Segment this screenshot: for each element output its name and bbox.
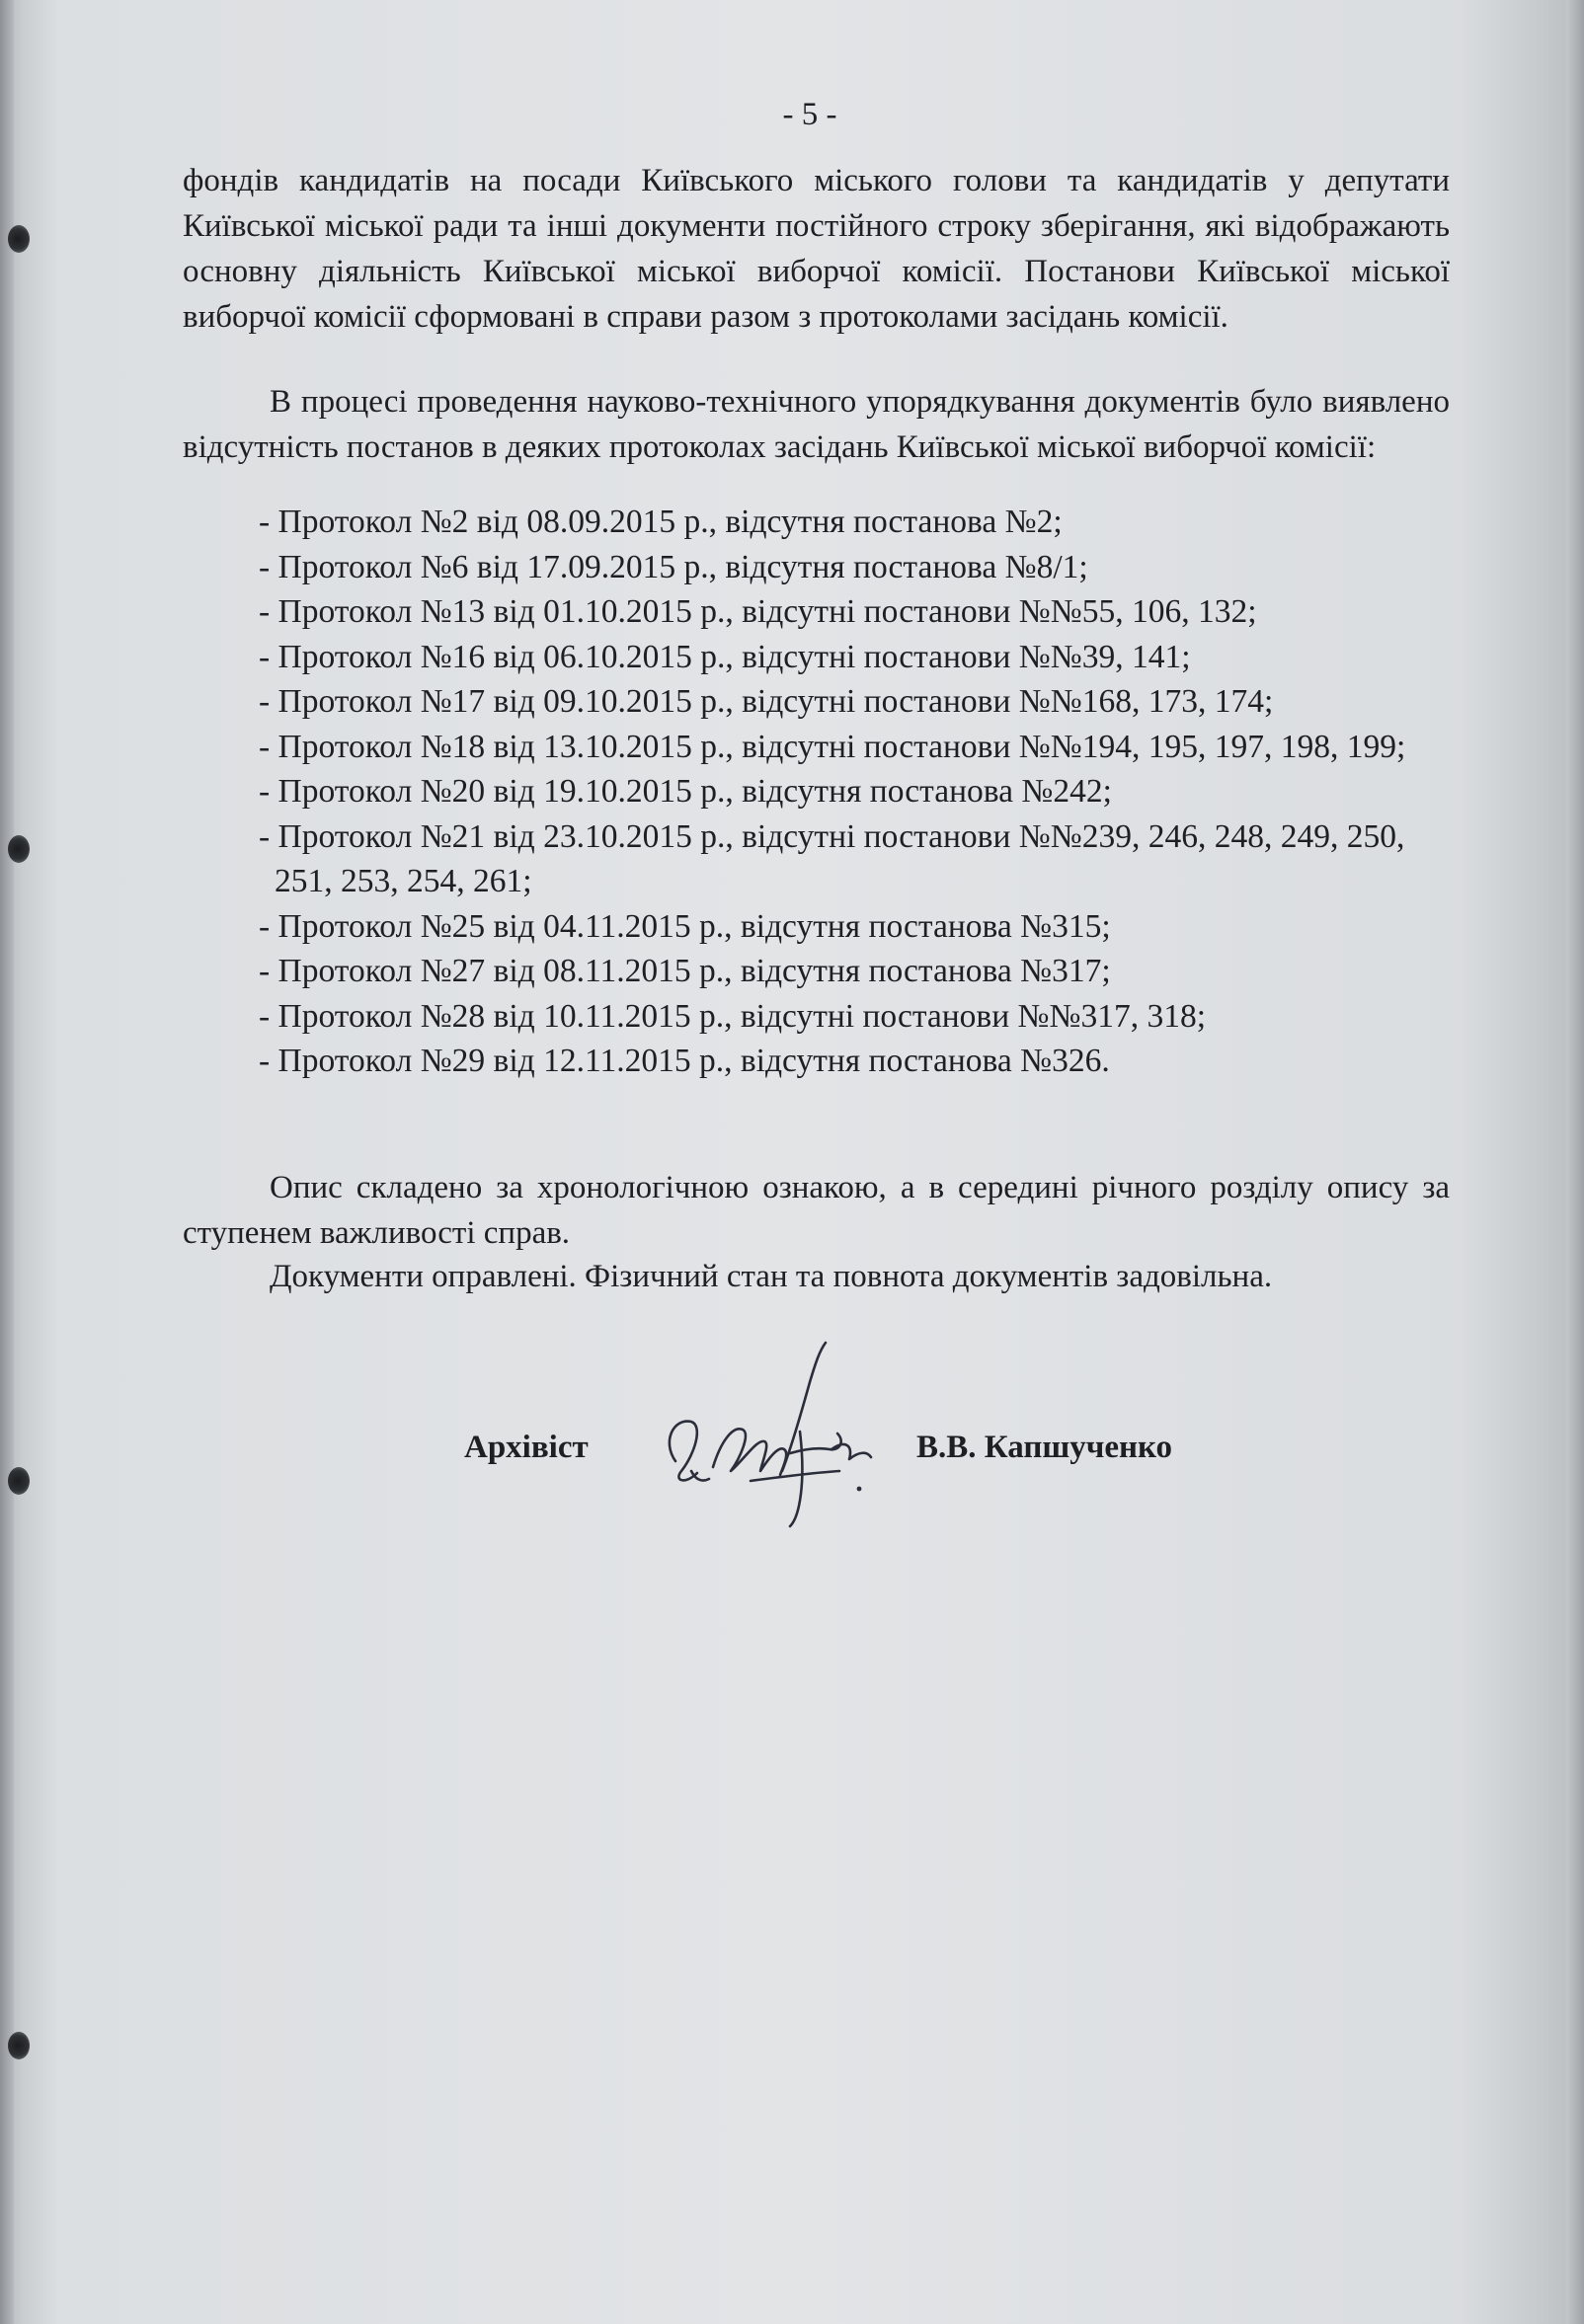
signer-name: В.В. Капшученко [916,1430,1173,1465]
list-item: - Протокол №20 від 19.10.2015 р., відсутня постанова №242; [259,773,1112,810]
list-item: - Протокол №17 від 09.10.2015 р., відсутні постанови №№168, 173, 174; [259,683,1274,720]
list-item: - Протокол №16 від 06.10.2015 р., відсутні постанови №№39, 141; [259,638,1191,675]
list-item: - Протокол №21 від 23.10.2015 р., відсутні постанови №№239, 246, 248, 249, 250, 251, 253, 254, 261; [259,817,1405,899]
condition-paragraph: Документи оправлені. Фізичний стан та повнота документів задовільна. [270,1259,1273,1294]
list-item: - Протокол №25 від 04.11.2015 р., відсутня постанова №315; [259,907,1111,945]
list-item: - Протокол №29 від 12.11.2015 р., відсутня постанова №326. [259,1043,1110,1079]
page-number: - 5 - [782,97,837,132]
list-item: - Протокол №6 від 17.09.2015 р., відсутня постанова №8/1; [259,548,1088,585]
list-item: - Протокол №13 від 01.10.2015 р., відсутні постанови №№55, 106, 132; [259,593,1257,630]
list-item: - Протокол №27 від 08.11.2015 р., відсутня постанова №317; [259,953,1111,989]
intro-paragraph: фондів кандидатів на посади Київського міського голови та кандидатів у депутати Київської міської ради та інші документи постійного строку зберігання, які відображають основну діяльність Київської міської виборчої комісії. Постанови Київської міської виборчої комісії сформовані в справи разом з протоколами засідань комісії. [183,163,1450,335]
list-item: - Протокол №28 від 10.11.2015 р., відсутні постанови №№317, 318; [259,997,1207,1035]
list-item: - Протокол №18 від 13.10.2015 р., відсутні постанови №№194, 195, 197, 198, 199; [259,728,1406,765]
description-paragraph: Опис складено за хронологічною ознакою, а в середині річного розділу опису за ступенем важливості справ. [183,1170,1450,1251]
missing-resolutions-list [259,500,1454,1084]
finding-paragraph: В процесі проведення науково-технічного упорядкування документів було виявлено відсутність постанов в деяких протоколах засідань Київської міської виборчої комісії: [183,384,1450,465]
list-item: - Протокол №2 від 08.09.2015 р., відсутня постанова №2; [259,504,1063,540]
handwritten-signature [652,1323,879,1530]
signer-title: Архівіст [464,1430,589,1465]
